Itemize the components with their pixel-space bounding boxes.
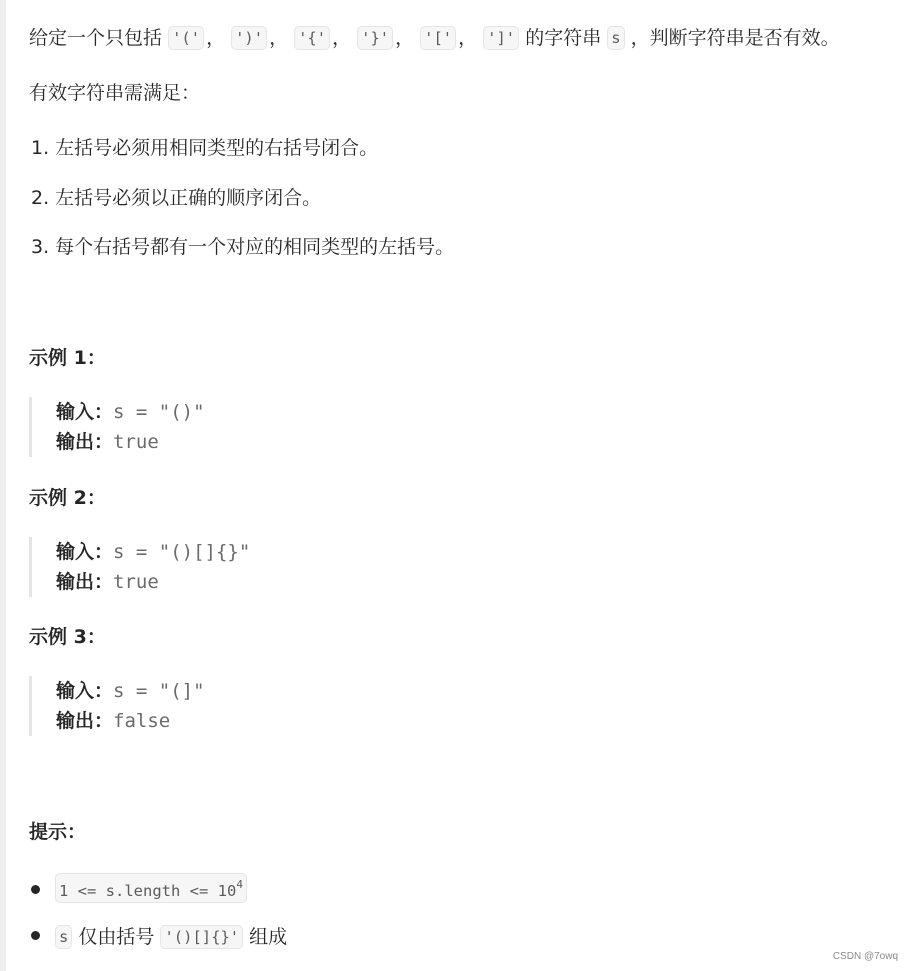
bullet-icon xyxy=(31,885,40,894)
hints-title: 提示： xyxy=(29,821,87,843)
input-label: 输入： xyxy=(56,541,114,563)
bullet-icon xyxy=(31,931,40,940)
brackets-code: '()[]{}' xyxy=(160,925,243,949)
rule-item: 2. 左括号必须以正确的顺序闭合。 xyxy=(31,187,322,209)
rule-item: 3. 每个右括号都有一个对应的相同类型的左括号。 xyxy=(31,236,455,258)
bracket-code: '{' xyxy=(294,26,330,50)
bracket-code: '}' xyxy=(357,26,393,50)
hint-item xyxy=(31,923,287,951)
example-title: 示例 3： xyxy=(29,626,106,648)
separator: ， xyxy=(332,27,352,49)
hint-text: 组成 xyxy=(249,926,288,948)
constraint-code xyxy=(55,873,247,903)
bracket-code: ']' xyxy=(483,26,519,50)
output-label: 输出： xyxy=(56,431,114,453)
example-block xyxy=(29,537,250,597)
output-label: 输出： xyxy=(56,571,114,593)
example-title: 示例 1： xyxy=(29,347,106,369)
input-value: s = "()" xyxy=(113,401,205,423)
separator: ， xyxy=(206,27,226,49)
input-label: 输入： xyxy=(56,401,114,423)
bracket-code: '(' xyxy=(168,26,204,50)
input-value: s = "(]" xyxy=(113,680,205,702)
input-value: s = "()[]{}" xyxy=(113,541,251,563)
bracket-code: '[' xyxy=(420,26,456,50)
separator: ， xyxy=(458,27,478,49)
output-value: true xyxy=(113,571,159,593)
output-value: true xyxy=(113,431,159,453)
constraint-text: 1 <= s.length <= 10 xyxy=(59,882,237,900)
intro-mid: 的字符串 xyxy=(525,27,602,49)
var-s-code: s xyxy=(607,26,624,50)
intro-suffix: ，判断字符串是否有效。 xyxy=(630,27,840,49)
example-title: 示例 2： xyxy=(29,487,106,509)
rule-heading: 有效字符串需满足： xyxy=(29,82,201,104)
hint-item xyxy=(31,873,247,905)
separator: ， xyxy=(395,27,415,49)
rule-item: 1. 左括号必须用相同类型的右括号闭合。 xyxy=(31,137,379,159)
input-label: 输入： xyxy=(56,680,114,702)
watermark: CSDN @7owq xyxy=(832,951,898,962)
example-block xyxy=(29,676,205,736)
constraint-exponent: 4 xyxy=(236,878,243,891)
example-block xyxy=(29,397,205,457)
output-label: 输出： xyxy=(56,710,114,732)
separator: ， xyxy=(269,27,289,49)
var-s-code: s xyxy=(55,925,72,949)
intro-prefix: 给定一个只包括 xyxy=(29,27,163,49)
hint-text: 仅由括号 xyxy=(78,926,155,948)
left-border xyxy=(0,0,6,971)
output-value: false xyxy=(113,710,171,732)
bracket-code: ')' xyxy=(231,26,267,50)
intro-line xyxy=(29,24,840,52)
